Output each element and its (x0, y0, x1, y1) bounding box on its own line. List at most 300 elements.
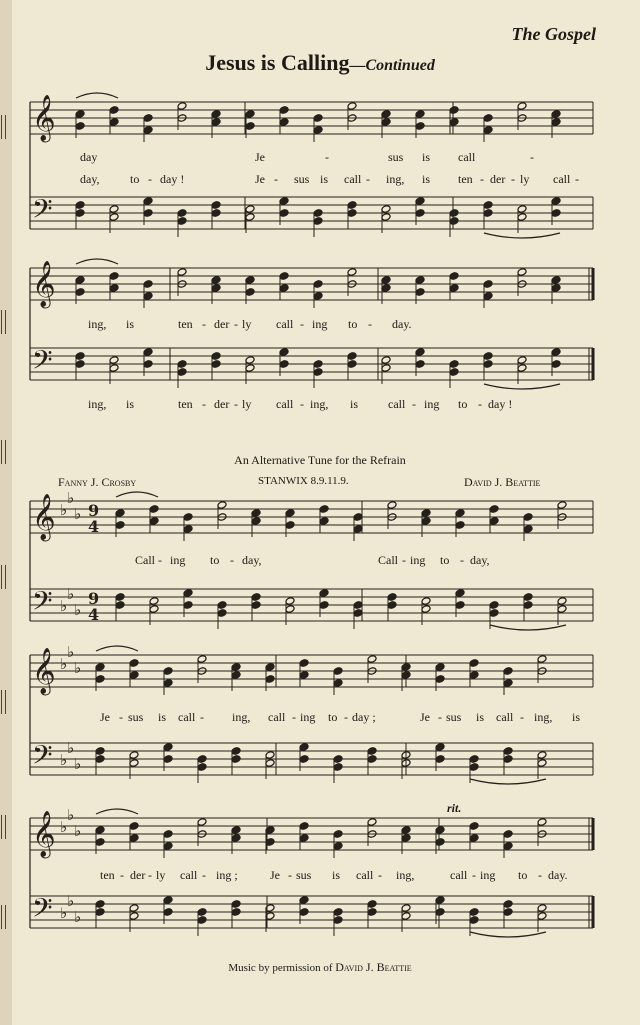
note-head (197, 908, 207, 917)
tie-slur (116, 492, 158, 497)
lyric: - (472, 868, 476, 882)
note-head (455, 589, 465, 598)
note-head (313, 360, 323, 369)
lyric: ten (178, 397, 193, 411)
lyric: call (276, 317, 294, 331)
note-head (483, 126, 493, 135)
lyric: call (450, 868, 468, 882)
note-head (381, 213, 391, 222)
note-head (211, 352, 221, 361)
lyric: - (325, 150, 329, 164)
composer-credit: David J. Beattie (464, 475, 541, 489)
note-head (435, 743, 445, 752)
note-head (517, 268, 527, 277)
note-head (483, 114, 493, 123)
note-head (503, 842, 513, 851)
lyric: to (348, 317, 358, 331)
lyric: day (80, 150, 98, 164)
note-head (211, 360, 221, 369)
note-head (279, 118, 289, 127)
tie-slur (76, 93, 118, 98)
note-head (489, 609, 499, 618)
note-head (115, 509, 125, 518)
lyric: - (402, 553, 406, 567)
note-head (95, 675, 105, 684)
note-head (95, 747, 105, 756)
note-head (415, 348, 425, 357)
footer-credit (0, 960, 640, 975)
lyric: to (518, 868, 528, 882)
note-head (245, 356, 255, 365)
lyric: der (214, 397, 230, 411)
lyric: ing ; (216, 868, 238, 882)
note-head (523, 593, 533, 602)
lyric: - (460, 553, 464, 567)
lyric: - (344, 710, 348, 724)
tie-slur (470, 932, 546, 937)
note-head (163, 830, 173, 839)
note-head (183, 513, 193, 522)
note-head (143, 209, 153, 218)
note-head (503, 679, 513, 688)
note-head (231, 755, 241, 764)
tie-slur (96, 809, 138, 814)
note-head (503, 747, 513, 756)
lyric: ing, (88, 397, 107, 411)
note-head (129, 834, 139, 843)
note-head (285, 605, 295, 614)
note-head (197, 655, 207, 664)
note-head (211, 284, 221, 293)
flat-sign: ♭ (74, 505, 82, 523)
note-head (313, 209, 323, 218)
note-head (401, 904, 411, 913)
note-head (517, 102, 527, 111)
ritardando-marking: rit. (447, 801, 462, 815)
flat-sign: ♭ (67, 892, 75, 910)
note-head (109, 213, 119, 222)
lyric: - (274, 172, 278, 186)
note-head (503, 755, 513, 764)
note-head (313, 292, 323, 301)
note-head (387, 593, 397, 602)
lyric: to (328, 710, 338, 724)
note-head (523, 525, 533, 534)
lyric: ing (312, 317, 328, 331)
note-head (537, 904, 547, 913)
note-head (537, 655, 547, 664)
note-head (279, 348, 289, 357)
note-head (347, 201, 357, 210)
note-head (483, 360, 493, 369)
lyric: call (356, 868, 374, 882)
note-head (109, 284, 119, 293)
lyric: is (422, 172, 431, 186)
note-head (75, 122, 85, 131)
note-head (387, 501, 397, 510)
note-head (177, 209, 187, 218)
flat-sign: ♭ (67, 643, 75, 661)
note-head (177, 102, 187, 111)
note-head (163, 896, 173, 905)
note-head (333, 842, 343, 851)
tie-slur (484, 384, 560, 389)
note-head (143, 348, 153, 357)
note-head (449, 360, 459, 369)
note-head (197, 763, 207, 772)
lyric: Je (100, 710, 110, 724)
note-head (489, 517, 499, 526)
note-head (367, 655, 377, 664)
note-head (517, 356, 527, 365)
note-head (517, 364, 527, 373)
lyric: - (148, 172, 152, 186)
lyric: day ! (160, 172, 185, 186)
note-head (231, 900, 241, 909)
note-head (95, 900, 105, 909)
note-head (129, 659, 139, 668)
flat-sign: ♭ (60, 597, 68, 615)
tie-slur (490, 625, 566, 630)
lyric: call (458, 150, 476, 164)
note-head (245, 213, 255, 222)
alternative-caption: An Alternative Tune for the Refrain (234, 453, 406, 467)
note-head (245, 122, 255, 131)
note-head (435, 755, 445, 764)
lyric: is (476, 710, 485, 724)
note-head (163, 743, 173, 752)
note-head (435, 663, 445, 672)
lyric: - (234, 397, 238, 411)
note-head (367, 747, 377, 756)
lyric: ing, (534, 710, 553, 724)
lyric: call (268, 710, 286, 724)
note-head (95, 838, 105, 847)
note-head (75, 360, 85, 369)
lyric: ing (480, 868, 496, 882)
note-head (449, 118, 459, 127)
note-head (455, 521, 465, 530)
note-head (537, 912, 547, 921)
lyric: - (478, 397, 482, 411)
note-head (95, 663, 105, 672)
note-head (231, 747, 241, 756)
lyric: - (119, 710, 123, 724)
lyric: is (350, 397, 359, 411)
note-head (109, 205, 119, 214)
lyric: sus (294, 172, 310, 186)
note-head (469, 908, 479, 917)
lyric: - (288, 868, 292, 882)
note-head (265, 663, 275, 672)
note-head (75, 288, 85, 297)
note-head (75, 110, 85, 119)
note-head (163, 842, 173, 851)
lyric: - (158, 553, 162, 567)
lyric: ing (424, 397, 440, 411)
note-head (333, 679, 343, 688)
note-head (517, 213, 527, 222)
lyric: day ! (488, 397, 513, 411)
note-head (217, 609, 227, 618)
lyric: ing, (386, 172, 405, 186)
time-signature: 4 (88, 605, 100, 624)
note-head (115, 601, 125, 610)
note-head (551, 209, 561, 218)
lyric: - (520, 710, 524, 724)
flat-sign: ♭ (67, 739, 75, 757)
note-head (367, 908, 377, 917)
note-head (483, 209, 493, 218)
lyric: - (366, 172, 370, 186)
lyric: is (320, 172, 329, 186)
note-head (551, 197, 561, 206)
lyric: call (553, 172, 571, 186)
note-head (387, 601, 397, 610)
note-head (353, 609, 363, 618)
flat-sign: ♭ (60, 655, 68, 673)
note-head (415, 110, 425, 119)
note-head (149, 505, 159, 514)
tie-slur (96, 646, 138, 651)
note-head (353, 525, 363, 534)
note-head (483, 352, 493, 361)
note-head (75, 276, 85, 285)
note-head (449, 368, 459, 377)
lyric: der (214, 317, 230, 331)
note-head (129, 671, 139, 680)
note-head (129, 751, 139, 760)
time-signature: 4 (88, 517, 100, 536)
flat-sign: ♭ (74, 908, 82, 926)
lyric: - (230, 553, 234, 567)
lyric: ing, (396, 868, 415, 882)
note-head (313, 126, 323, 135)
note-head (435, 675, 445, 684)
lyric: ten (458, 172, 473, 186)
lyric: ing, (88, 317, 107, 331)
note-head (129, 912, 139, 921)
note-head (279, 197, 289, 206)
lyric: - (530, 150, 534, 164)
note-head (333, 916, 343, 925)
lyric: is (158, 710, 167, 724)
note-head (109, 356, 119, 365)
lyric: call (276, 397, 294, 411)
note-head (503, 908, 513, 917)
note-head (211, 276, 221, 285)
note-head (347, 102, 357, 111)
note-head (75, 209, 85, 218)
note-head (435, 908, 445, 917)
note-head (251, 517, 261, 526)
note-head (143, 280, 153, 289)
note-head (95, 908, 105, 917)
lyric: sus (128, 710, 144, 724)
note-head (353, 601, 363, 610)
note-head (75, 201, 85, 210)
note-head (381, 110, 391, 119)
note-head (319, 505, 329, 514)
note-head (347, 360, 357, 369)
lyric: - (378, 868, 382, 882)
lyric: Call (135, 553, 155, 567)
note-head (401, 671, 411, 680)
note-head (177, 217, 187, 226)
treble-clef: 𝄞 (32, 648, 56, 694)
note-head (211, 201, 221, 210)
author-credit: Fanny J. Crosby (58, 475, 137, 489)
note-head (251, 593, 261, 602)
lyric: ing (410, 553, 426, 567)
note-head (551, 284, 561, 293)
note-head (251, 509, 261, 518)
note-head (149, 597, 159, 606)
lyric: - (234, 317, 238, 331)
note-head (129, 822, 139, 831)
note-head (415, 276, 425, 285)
note-head (469, 755, 479, 764)
lyric: Je (420, 710, 430, 724)
note-head (217, 601, 227, 610)
note-head (435, 838, 445, 847)
note-head (75, 352, 85, 361)
note-head (401, 826, 411, 835)
note-head (149, 517, 159, 526)
note-head (163, 679, 173, 688)
note-head (177, 268, 187, 277)
lyric: sus (296, 868, 312, 882)
note-head (115, 521, 125, 530)
lyric: is (126, 317, 135, 331)
note-head (421, 597, 431, 606)
lyric: - (292, 710, 296, 724)
lyric: Je (270, 868, 280, 882)
note-head (333, 830, 343, 839)
note-head (483, 280, 493, 289)
note-head (551, 276, 561, 285)
note-head (381, 284, 391, 293)
note-head (537, 751, 547, 760)
note-head (333, 667, 343, 676)
flat-sign: ♭ (74, 659, 82, 677)
note-head (415, 360, 425, 369)
note-head (245, 288, 255, 297)
note-head (265, 675, 275, 684)
lyric: - (200, 710, 204, 724)
note-head (503, 900, 513, 909)
lyric: - (202, 868, 206, 882)
lyric: - (368, 317, 372, 331)
lyric: day, (242, 553, 262, 567)
note-head (347, 209, 357, 218)
lyric: ing, (310, 397, 329, 411)
note-head (469, 822, 479, 831)
note-head (109, 118, 119, 127)
lyric: Je (255, 150, 265, 164)
note-head (557, 597, 567, 606)
lyric: Call (378, 553, 398, 567)
lyric: ten (178, 317, 193, 331)
lyric: day. (392, 317, 412, 331)
note-head (231, 671, 241, 680)
note-head (319, 601, 329, 610)
note-head (421, 509, 431, 518)
note-head (183, 601, 193, 610)
note-head (551, 118, 561, 127)
treble-clef: 𝄞 (32, 261, 56, 307)
time-signature: 9 (88, 589, 100, 608)
note-head (313, 368, 323, 377)
note-head (279, 106, 289, 115)
flat-sign: ♭ (74, 755, 82, 773)
note-head (143, 197, 153, 206)
note-head (557, 605, 567, 614)
footer-name: David J. Beattie (335, 960, 412, 974)
note-head (109, 272, 119, 281)
note-head (469, 834, 479, 843)
note-head (299, 822, 309, 831)
note-head (557, 501, 567, 510)
note-head (115, 593, 125, 602)
note-head (197, 818, 207, 827)
note-head (211, 209, 221, 218)
note-head (143, 360, 153, 369)
note-head (367, 755, 377, 764)
note-head (129, 759, 139, 768)
lyric: - (511, 172, 515, 186)
note-head (483, 201, 493, 210)
note-head (415, 122, 425, 131)
note-head (279, 209, 289, 218)
note-head (163, 755, 173, 764)
note-head (381, 356, 391, 365)
note-head (245, 364, 255, 373)
note-head (435, 896, 445, 905)
lyric: to (130, 172, 140, 186)
note-head (469, 659, 479, 668)
note-head (537, 818, 547, 827)
note-head (217, 501, 227, 510)
note-head (299, 743, 309, 752)
note-head (449, 284, 459, 293)
note-head (299, 896, 309, 905)
lyric: call (178, 710, 196, 724)
flat-sign: ♭ (60, 818, 68, 836)
note-head (469, 763, 479, 772)
note-head (163, 667, 173, 676)
lyric: ten (100, 868, 115, 882)
note-head (245, 276, 255, 285)
lyric: ing (300, 710, 316, 724)
flat-sign: ♭ (67, 489, 75, 507)
tie-slur (470, 779, 546, 784)
note-head (163, 908, 173, 917)
bass-clef: 𝄢 (32, 585, 53, 623)
note-head (483, 292, 493, 301)
note-head (333, 755, 343, 764)
note-head (211, 110, 221, 119)
note-head (449, 217, 459, 226)
lyric: - (202, 317, 206, 331)
note-head (489, 505, 499, 514)
bass-clef: 𝄢 (32, 739, 53, 777)
note-head (469, 916, 479, 925)
note-head (313, 114, 323, 123)
time-signature: 9 (88, 501, 100, 520)
lyric: to (458, 397, 468, 411)
note-head (231, 908, 241, 917)
